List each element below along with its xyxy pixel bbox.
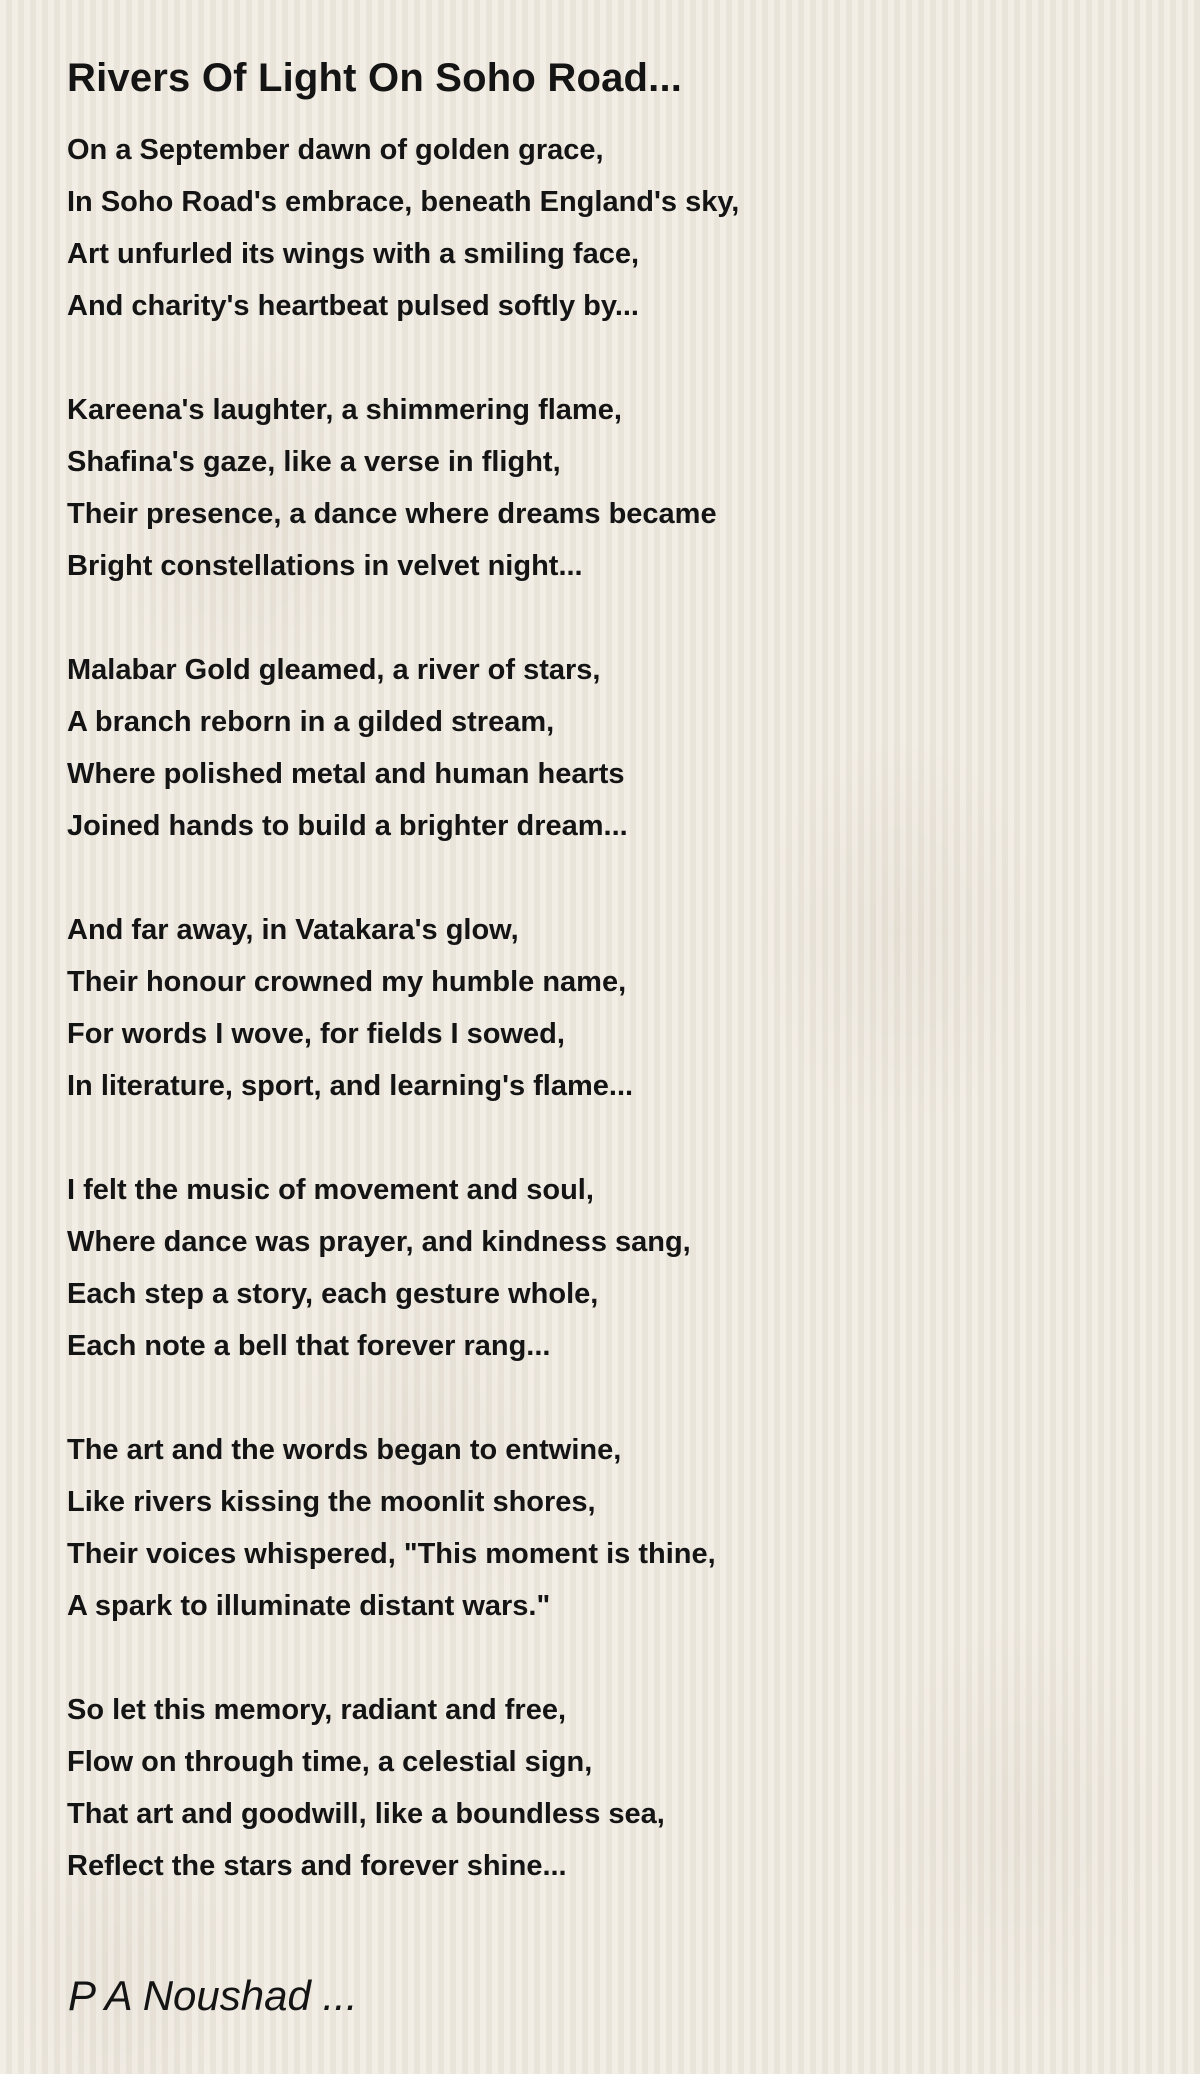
poem-line: In literature, sport, and learning's flame... [67,1070,634,1102]
poem-line: In Soho Road's embrace, beneath England's sky, [67,186,740,218]
poem-line: On a September dawn of golden grace, [67,134,604,166]
poem-line: Joined hands to build a brighter dream... [67,810,628,842]
poem-line: Art unfurled its wings with a smiling face, [67,238,640,270]
poem-line: So let this memory, radiant and free, [67,1694,567,1726]
poem-line: And far away, in Vatakara's glow, [67,914,519,946]
stanza [67,1684,739,1892]
poem-author: P A Noushad ... [68,1972,358,2019]
poem-line: Each step a story, each gesture whole, [67,1278,599,1310]
poem-line: Bright constellations in velvet night... [67,550,583,582]
poem-line: Malabar Gold gleamed, a river of stars, [67,654,601,686]
stanza [67,1424,739,1632]
poem-line: Their voices whispered, "This moment is thine, [67,1538,716,1570]
stanza [67,1164,739,1372]
poem-line: Reflect the stars and forever shine... [67,1850,567,1882]
stanza [67,644,739,852]
poem-line: The art and the words began to entwine, [67,1434,622,1466]
poem-body [67,124,739,1944]
poem-line: And charity's heartbeat pulsed softly by... [67,290,639,322]
poem-line: Like rivers kissing the moonlit shores, [67,1486,596,1518]
poem-line: Where polished metal and human hearts [67,758,625,790]
poem-line: Their presence, a dance where dreams became [67,498,717,530]
stanza [67,124,739,332]
poem-line: A spark to illuminate distant wars." [67,1590,551,1622]
stanza [67,904,739,1112]
stanza [67,384,739,592]
poem-line: A branch reborn in a gilded stream, [67,706,555,738]
poem-line: For words I wove, for fields I sowed, [67,1018,565,1050]
poem-title: Rivers Of Light On Soho Road... [67,56,683,100]
poem-line: Their honour crowned my humble name, [67,966,627,998]
poem-page [67,50,1147,1882]
poem-line: I felt the music of movement and soul, [67,1174,594,1206]
poem-line: Flow on through time, a celestial sign, [67,1746,593,1778]
poem-line: Where dance was prayer, and kindness sang, [67,1226,691,1258]
poem-line: Kareena's laughter, a shimmering flame, [67,394,622,426]
poem-line: That art and goodwill, like a boundless sea, [67,1798,665,1830]
poem-line: Each note a bell that forever rang... [67,1330,551,1362]
poem-line: Shafina's gaze, like a verse in flight, [67,446,561,478]
